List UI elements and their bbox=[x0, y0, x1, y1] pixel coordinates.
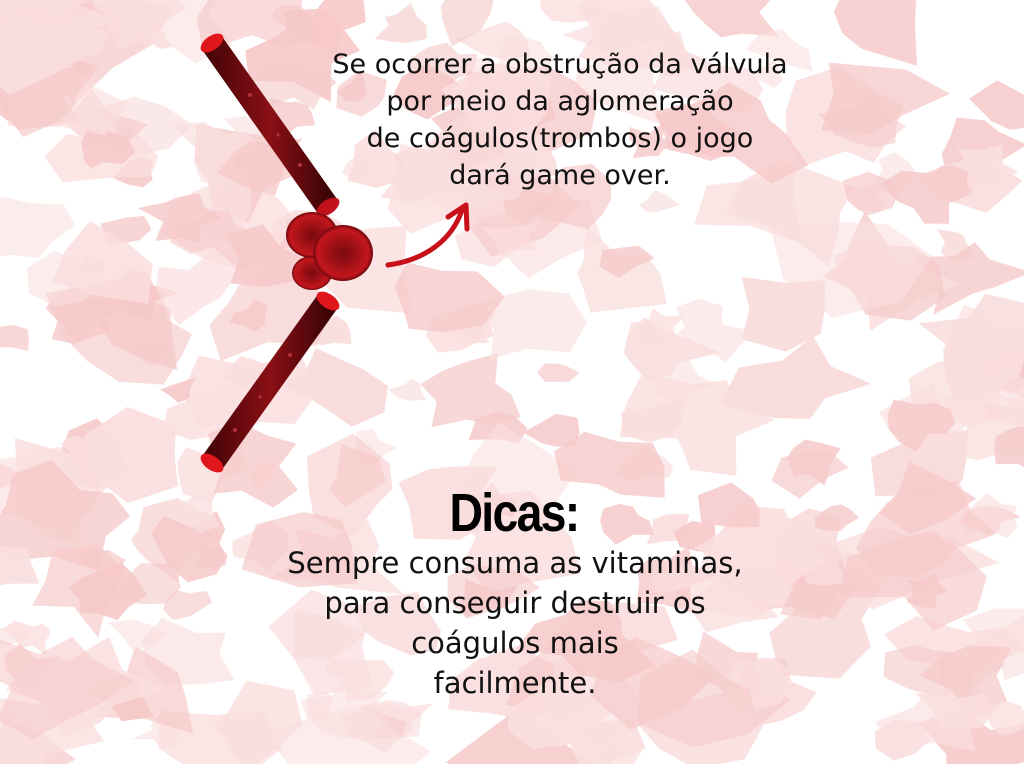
tip-line: coágulos mais bbox=[411, 626, 619, 660]
warning-line: Se ocorrer a obstrução da válvula bbox=[332, 49, 788, 80]
tips-title: Dicas: bbox=[449, 483, 579, 543]
blood-cell bbox=[313, 225, 373, 281]
splatter-blotch bbox=[0, 325, 29, 351]
warning-line: por meio da aglomeração bbox=[386, 86, 734, 117]
lower-vessel bbox=[197, 288, 342, 476]
warning-line: dará game over. bbox=[449, 160, 671, 191]
tip-line: Sempre consuma as vitaminas, bbox=[287, 546, 743, 580]
game-over-warning bbox=[250, 46, 870, 194]
pointer-arrow-icon bbox=[388, 205, 467, 265]
blood-clot bbox=[286, 212, 373, 290]
tip-line: para conseguir destruir os bbox=[324, 586, 706, 620]
warning-line: de coágulos(trombos) o jogo bbox=[366, 123, 754, 154]
tips-text bbox=[215, 543, 815, 703]
tip-line: facilmente. bbox=[433, 666, 597, 700]
